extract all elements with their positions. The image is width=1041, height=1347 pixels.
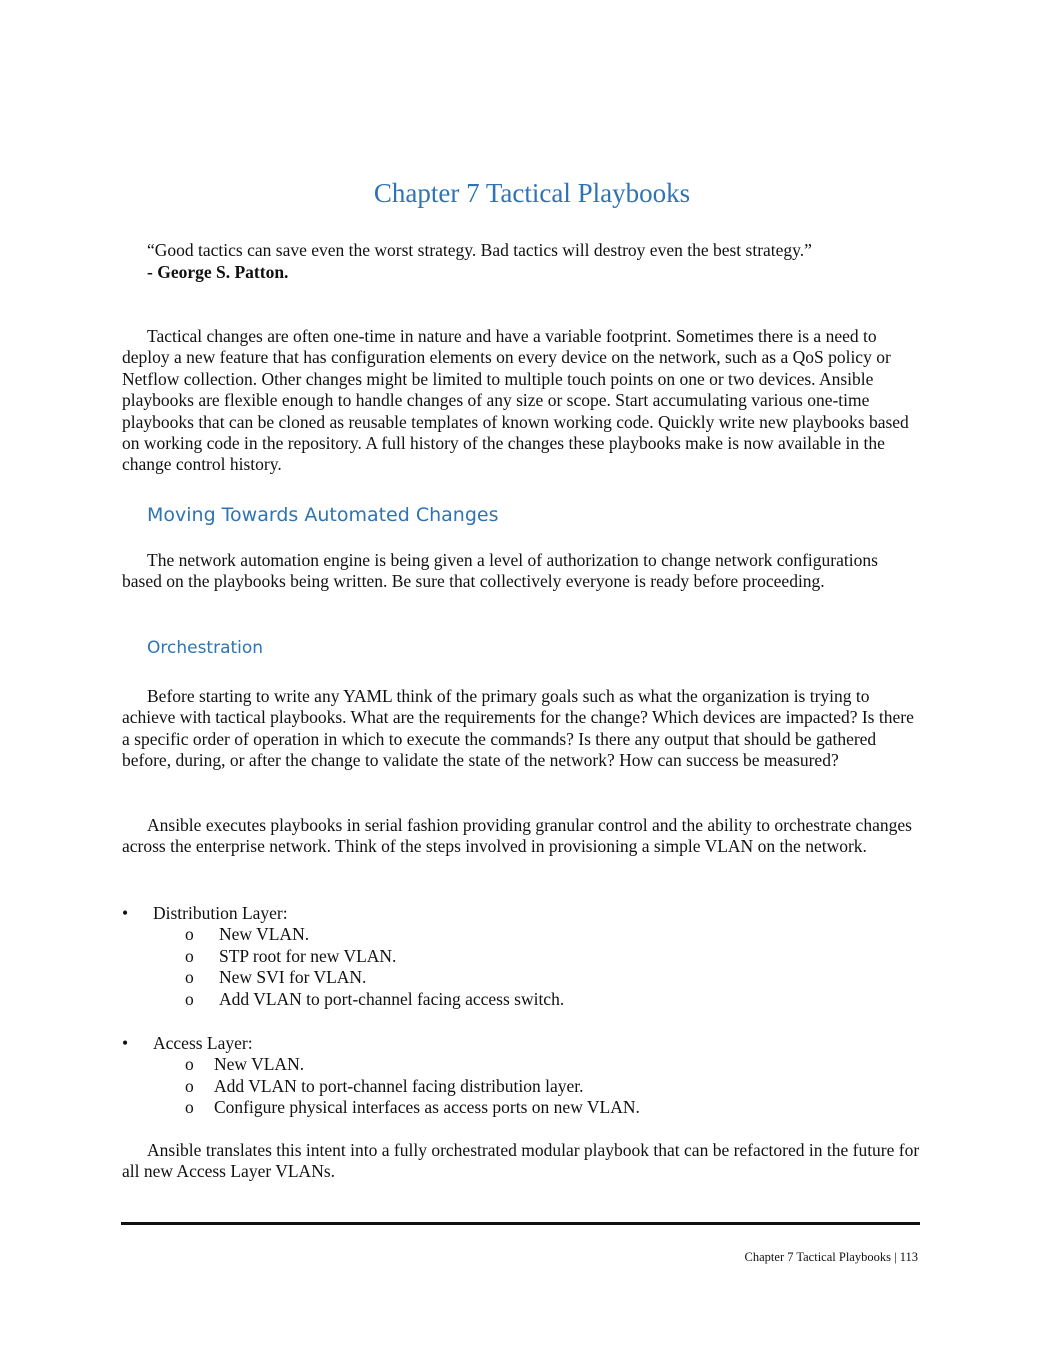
- bullet-marker: •: [122, 1033, 129, 1053]
- distribution-item: New VLAN.: [219, 924, 310, 945]
- epigraph-author: - George S. Patton.: [147, 261, 289, 282]
- access-item: New VLAN.: [214, 1054, 305, 1075]
- sub-bullet-marker: o: [185, 967, 194, 988]
- access-layer-list: [122, 1033, 922, 1119]
- distribution-layer-list: [122, 903, 922, 1010]
- section-paragraph: The network automation engine is being given a level of authorization to change network configurations based on the playbooks being written. Be sure that collectively everyone is ready before proceeding.: [122, 550, 878, 592]
- bullet-marker: •: [122, 903, 129, 923]
- orchestration-paragraph-2: Ansible executes playbooks in serial fashion providing granular control and the ability to orchestrate changes across the enterprise network. Think of the steps involved in provisioning a simple VLAN on the network.: [122, 815, 912, 857]
- sub-bullet-marker: o: [185, 1075, 194, 1096]
- distribution-item: STP root for new VLAN.: [219, 945, 397, 966]
- sub-bullet-marker: o: [185, 1054, 194, 1075]
- list-item: [122, 903, 922, 924]
- subsection-heading: Orchestration: [147, 638, 264, 658]
- orchestration-paragraph-1: Before starting to write any YAML think of the primary goals such as what the organization is trying to achieve with tactical playbooks. What are the requirements for the change? Which devices are impacted? Is there a specific order of operation in which to execute the commands? Is there any output that should be gathered before, during, or after the change to validate the state of the network? How can success be measured?: [122, 686, 914, 771]
- list-item: [122, 967, 922, 988]
- epigraph: [147, 240, 812, 283]
- list-item: [122, 989, 922, 1010]
- sub-bullet-marker: o: [185, 988, 194, 1009]
- access-item: Add VLAN to port-channel facing distribution layer.: [214, 1075, 584, 1096]
- distribution-item: Add VLAN to port-channel facing access switch.: [219, 988, 565, 1009]
- epigraph-quote: “Good tactics can save even the worst strategy. Bad tactics will destroy even the best strategy.”: [147, 240, 812, 260]
- sub-bullet-marker: o: [185, 945, 194, 966]
- list-item: [122, 1033, 922, 1054]
- chapter-title: Chapter 7 Tactical Playbooks: [373, 178, 691, 208]
- closing-paragraph: Ansible translates this intent into a fully orchestrated modular playbook that can be refactored in the future for all new Access Layer VLANs.: [122, 1140, 920, 1182]
- intro-paragraph: Tactical changes are often one-time in nature and have a variable footprint. Sometimes there is a need to deploy a new feature that has configuration elements on every device on the network, such as a QoS policy or Netflow collection. Other changes might be limited to multiple touch points on one or two devices. Ansible playbooks are flexible enough to handle changes of any size or scope. Start accumulating various one-time playbooks that can be cloned as reusable templates of known working code. Quickly write new playbooks based on working code in the repository. A full history of the changes these playbooks make is now available in the change control history.: [122, 326, 909, 475]
- section-heading: Moving Towards Automated Changes: [147, 504, 499, 526]
- sub-bullet-marker: o: [185, 924, 194, 945]
- distribution-layer-label: Distribution Layer:: [153, 903, 288, 923]
- distribution-item: New SVI for VLAN.: [219, 967, 367, 988]
- footer-divider: [121, 1222, 920, 1225]
- list-item: [122, 946, 922, 967]
- list-item: [122, 1076, 922, 1097]
- list-item: [122, 1097, 922, 1118]
- access-item: Configure physical interfaces as access ports on new VLAN.: [214, 1097, 640, 1118]
- page-footer: Chapter 7 Tactical Playbooks | 113: [744, 1250, 918, 1264]
- list-item: [122, 1054, 922, 1075]
- list-item: [122, 924, 922, 945]
- sub-bullet-marker: o: [185, 1097, 194, 1118]
- access-layer-label: Access Layer:: [153, 1033, 253, 1053]
